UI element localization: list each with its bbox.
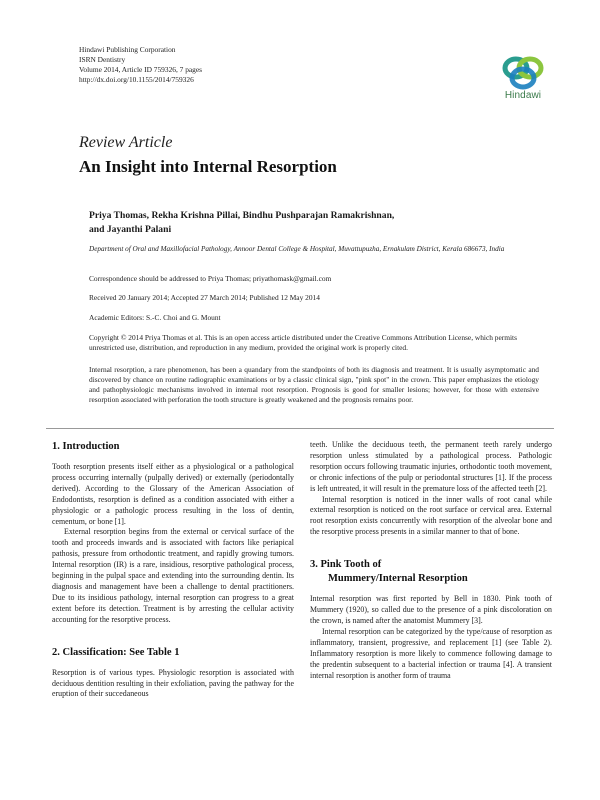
section-1-paragraph-2: External resorption begins from the external or cervical surface of the tooth and proceeds inwards and is associated with factors like periapical pathosis, pressure from orthodontic treatment, and rapidly growing tumors. Internal resorption (IR) is a rare, insidious, resorptive pathological process, beginning in the pulpal space and extending into the surrounding dentin. Its diagnosis and management have been a challenge to dental practitioners. Due to its insidious pathology, internal resorption can progress to a great extent before its detection. Treatment is by arresting the cellular activity accounting for the resorptive process. — [52, 527, 294, 624]
section-3-heading — [310, 558, 552, 586]
section-2-paragraph-1: Resorption is of various types. Physiologic resorption is associated with deciduous dentition resulting in their exfoliation, paving the pathway for the eruption of their succedaneous — [52, 667, 294, 699]
copyright: Copyright © 2014 Priya Thomas et al. This is an open access article distributed under the Creative Commons Attribution License, which permits unrestricted use, distribution, and reproduction in any medium, provided the original work is properly cited. — [89, 333, 517, 352]
article-title: An Insight into Internal Resorption — [79, 157, 337, 176]
academic-editors: Academic Editors: S.-C. Choi and G. Mount — [89, 313, 221, 322]
authors — [89, 209, 529, 237]
section-2-heading: 2. Classification: See Table 1 — [52, 646, 180, 658]
dates: Received 20 January 2014; Accepted 27 March 2014; Published 12 May 2014 — [89, 293, 320, 302]
authors-line-1: Priya Thomas, Rekha Krishna Pillai, Bindhu Pushparajan Ramakrishnan, — [89, 210, 395, 221]
section-3-paragraph-1: Internal resorption was first reported by Bell in 1830. Pink tooth of Mummery (1920), so called due to the presence of a pink discoloration on the crown, is named after the anatomist Mummery [3]. — [310, 594, 552, 625]
abstract: Internal resorption, a rare phenomenon, has been a quandary from the standpoints of both its diagnosis and treatment. It is usually asymptomatic and discovered by chance on routine radiographic examinations or by a classic clinical sign, "pink spot" in the crown. This paper emphasizes the etiology and pathophysiologic mechanisms involved in internal root resorption. Prognosis is good for smaller lesions; however, for those with extensive resorption associated with perforation the tooth structure is greatly weakened and the prognosis remains poor. — [89, 365, 539, 404]
left-column — [52, 440, 294, 700]
section-1-heading: 1. Introduction — [52, 441, 120, 452]
volume-info: Volume 2014, Article ID 759326, 7 pages — [79, 65, 203, 74]
article-type: Review Article — [79, 134, 173, 151]
right-paragraph-2: Internal resorption is noticed in the inner walls of root canal while external resorption is noticed on the root surface or cervical area. External root resorption exists concurrently with resorption of the alveolar bone and the resorptive process presents in a similar manner to that of bone. — [310, 494, 552, 537]
right-column — [310, 440, 552, 681]
logo-text: Hindawi — [504, 90, 542, 101]
divider — [46, 428, 554, 429]
right-paragraph-1: teeth. Unlike the deciduous teeth, the permanent teeth rarely undergo resorption unless stimulated by a pathological process. Pathologic resorption occurs following traumatic injuries, orthodontic tooth movement, or chronic infections of the pulp or periodontal structures [1]. If the process is left untreated, it will result in the premature loss of the affected teeth [2]. — [310, 440, 552, 493]
authors-line-2: and Jayanthi Palani — [89, 224, 172, 235]
section-3-heading-line-2: Mummery/Internal Resorption — [328, 573, 468, 585]
section-3-heading-line-1: 3. Pink Tooth of — [310, 559, 382, 571]
journal-name: ISRN Dentistry — [79, 55, 126, 64]
section-1-paragraph-1: Tooth resorption presents itself either as a physiological or a pathological process occurring internally (pulpally derived) or externally (periodontally derived). According to the Glossary of the American Association of Endodontists, resorption is defined as a condition associated with either a physiologic or a pathologic process resulting in the loss of dentin, cementum, or bone [1]. — [52, 462, 294, 526]
correspondence: Correspondence should be addressed to Priya Thomas; priyathomask@gmail.com — [89, 274, 332, 283]
publisher: Hindawi Publishing Corporation — [79, 45, 176, 54]
section-3-paragraph-2: Internal resorption can be categorized by the type/cause of resorption as inflammatory, transient, progressive, and replacement [1] (see Table 2). Inflammatory resorption is more likely to commence following damage to the predentin subsequent to a bacterial infection or trauma [4]. A transient internal resorption is another form of trauma — [310, 626, 552, 680]
affiliation: Department of Oral and Maxillofacial Pathology, Annoor Dental College & Hospital, Muvattupuzha, Ernakulam District, Kerala 686673, India — [89, 245, 505, 253]
journal-info — [79, 45, 202, 85]
doi-link[interactable]: http://dx.doi.org/10.1155/2014/759326 — [79, 75, 194, 84]
